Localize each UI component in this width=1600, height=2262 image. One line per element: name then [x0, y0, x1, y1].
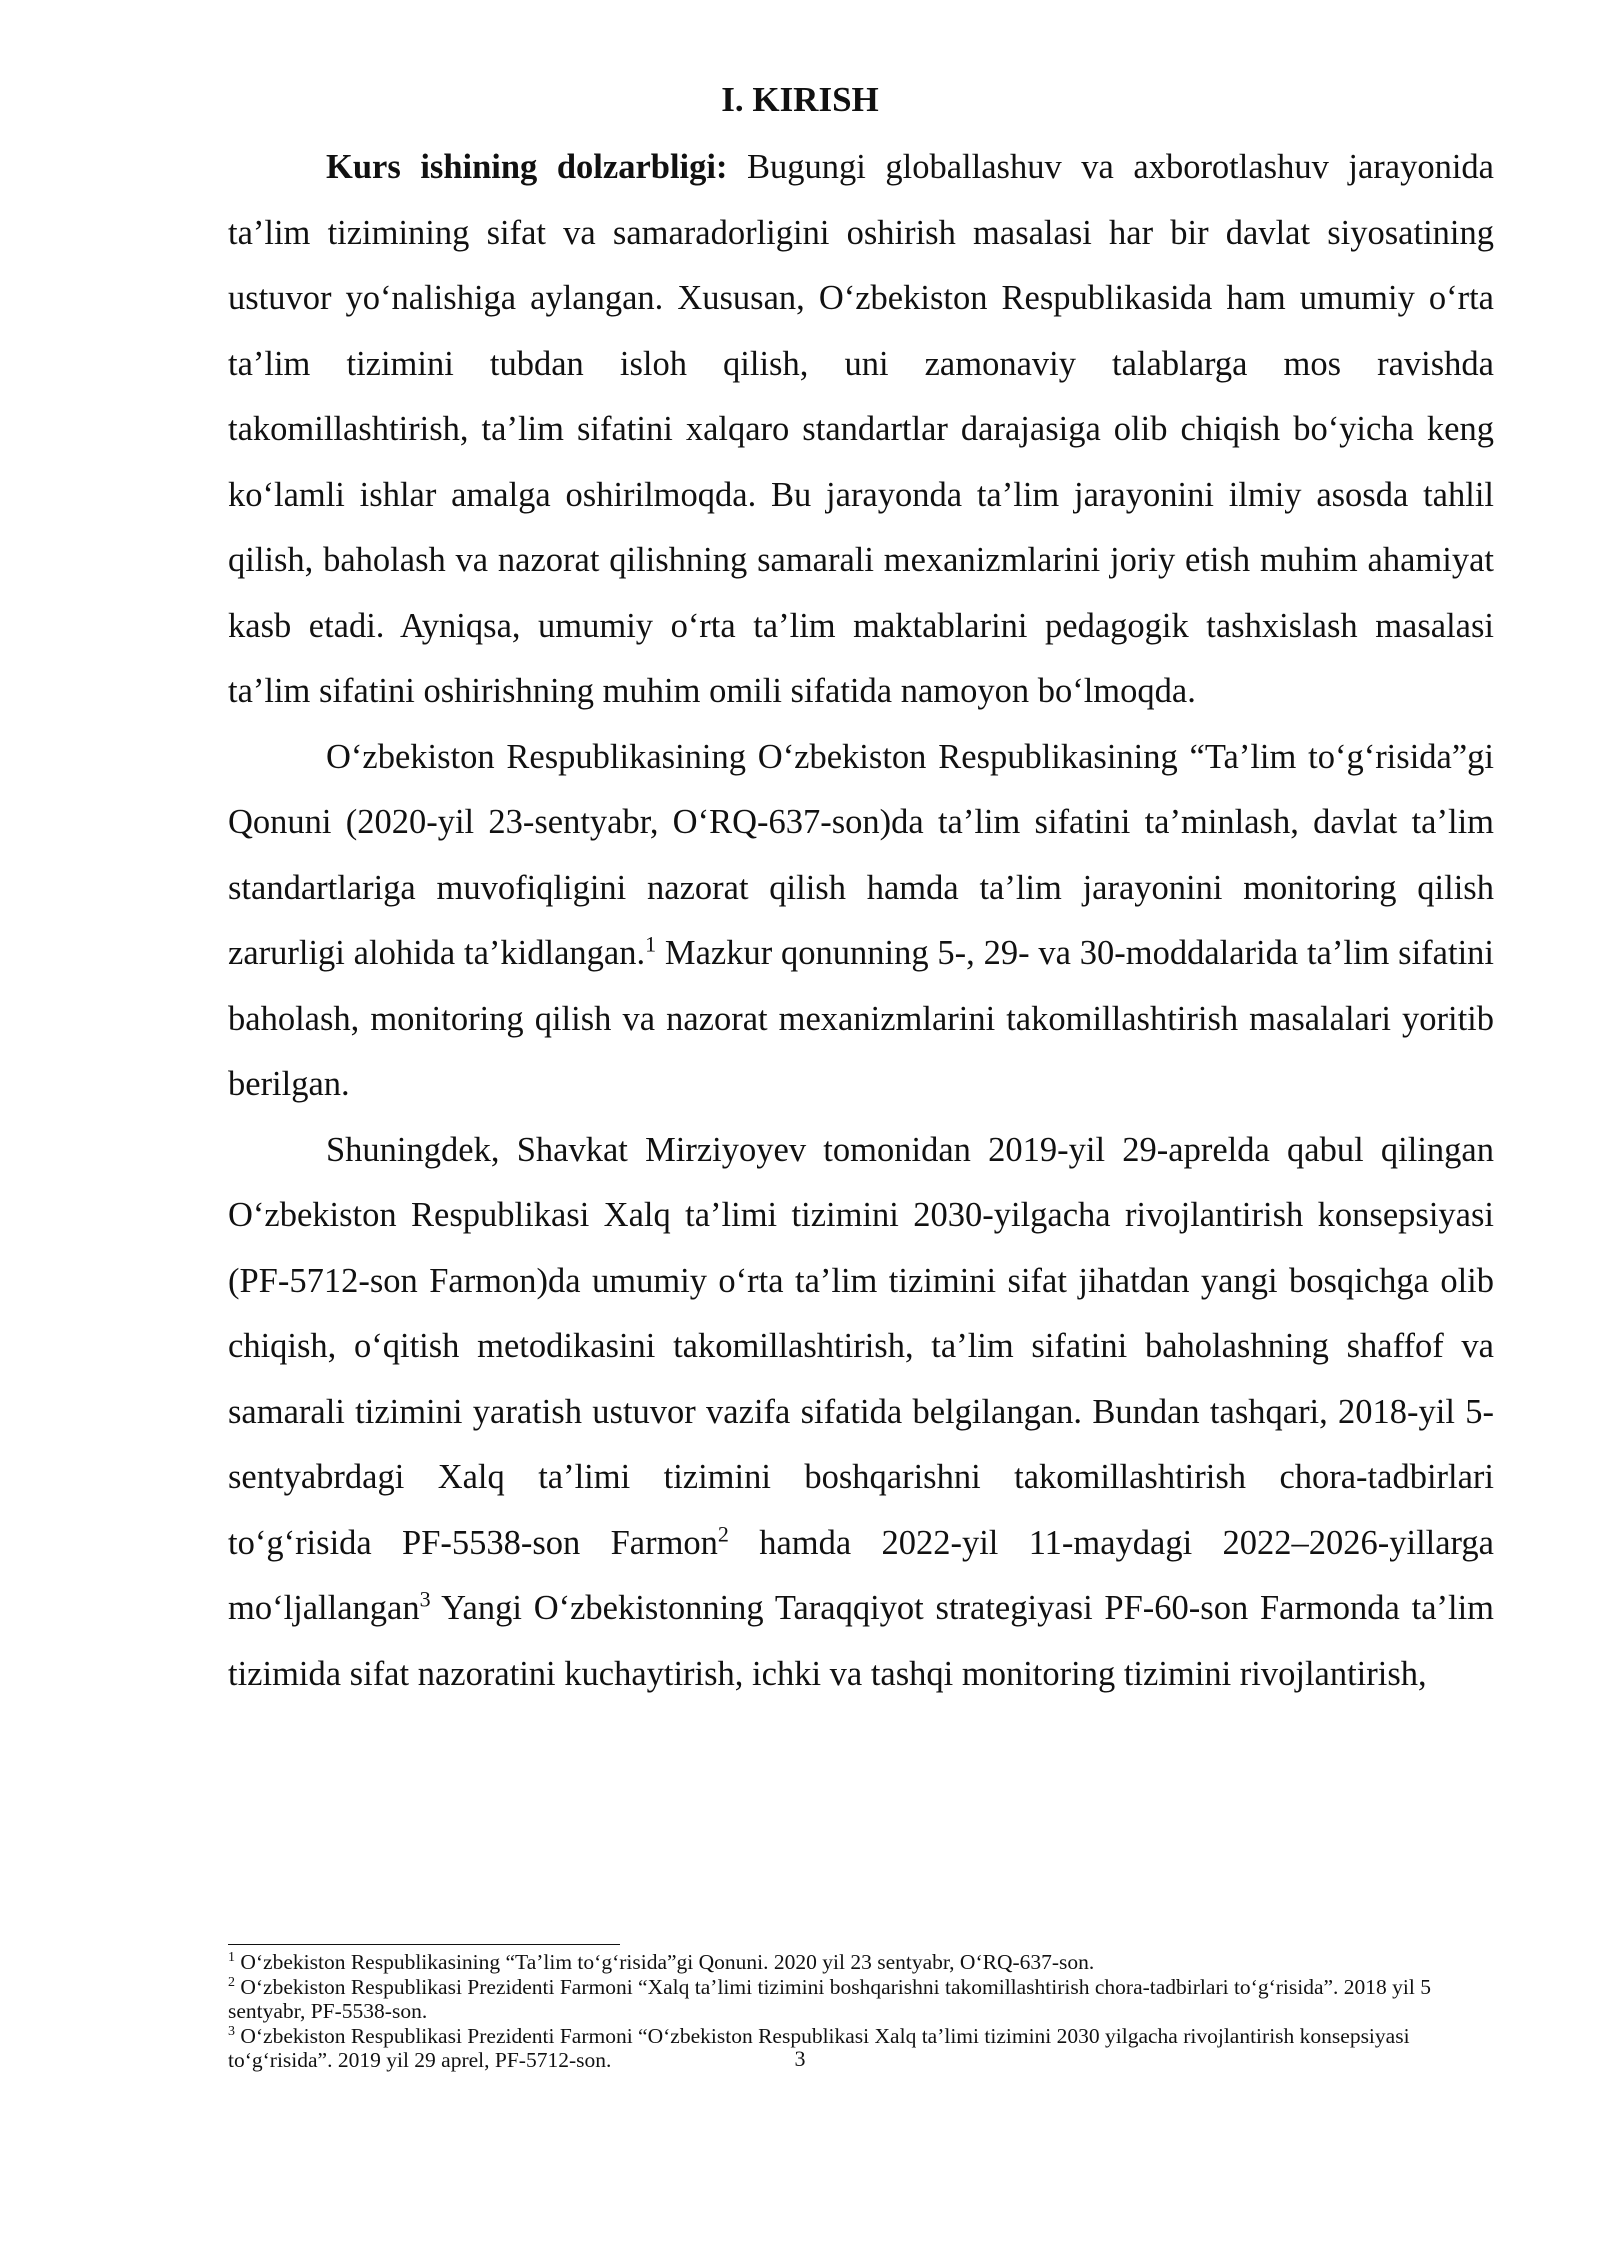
- paragraph-lead: Kurs ishining dolzarbligi:: [326, 148, 728, 186]
- section-heading: I. KIRISH: [721, 80, 879, 119]
- body-text: [228, 135, 1494, 1707]
- paragraph-text: Yangi O‘zbekistonning Taraqqiyot strategiyasi PF-60-son Farmonda ta’lim tizimida sifat nazoratini kuchaytirish, ichki va tashqi monitoring tizimini rivojlantirish,: [228, 1589, 1494, 1693]
- page-number: 3: [794, 2046, 806, 2071]
- footnote-2: [228, 1975, 1498, 2024]
- paragraph-relevance: [228, 135, 1494, 725]
- paragraph-text: Mazkur qonunning 5-, 29- va 30-moddalarida ta’lim sifatini baholash, monitoring qilish va nazorat mexanizmlarini takomillashtirish masalalari yoritib berilgan.: [228, 934, 1494, 1103]
- footnote-text: O‘zbekiston Respublikasi Prezidenti Farmoni “O‘zbekiston Respublikasi Xalq ta’limi tizimini 2030 yilgacha rivojlantirish konsepsiyasi to‘g‘risida”. 2019 yil 29 aprel, PF-5712-son.: [228, 2023, 1410, 2072]
- paragraph-law: [228, 725, 1494, 1118]
- footnote-text: O‘zbekiston Respublikasining “Ta’lim to‘g‘risida”gi Qonuni. 2020 yil 23 sentyabr, O‘RQ-637-son.: [235, 1950, 1095, 1974]
- footnote-text: O‘zbekiston Respublikasi Prezidenti Farmoni “Xalq ta’limi tizimini boshqarishni takomillashtirish chora-tadbirlari to‘g‘risida”. 2018 yil 5 sentyabr, PF-5538-son.: [228, 1974, 1432, 2023]
- paragraph-text: hamda 2022-yil 11-maydagi 2022–2026-yillarga mo‘ljallangan: [228, 1523, 1494, 1627]
- paragraph-decrees: [228, 1118, 1494, 1708]
- footnote-number: 1: [228, 1949, 235, 1965]
- paragraph-text: Bugungi globallashuv va axborotlashuv jarayonida ta’lim tizimining sifat va samaradorligini oshirish masalasi har bir davlat siyosatining ustuvor yo‘nalishiga aylangan. Xususan, O‘zbekiston Respublikasida ham umumiy o‘rta ta’lim tizimini tubdan isloh qilish, uni zamonaviy talablarga mos ravishda takomillashtirish, ta’lim sifatini xalqaro standartlar darajasiga olib chiqish bo‘yicha keng ko‘lamli ishlar amalga oshirilmoqda. Bu jarayonda ta’lim jarayonini ilmiy asosda tahlil qilish, baholash va nazorat qilishning samarali mexanizmlarini joriy etish muhim ahamiyat kasb etadi. Ayniqsa, umumiy o‘rta ta’lim maktablarini pedagogik tashxislash masalasi ta’lim sifatini oshirishning muhim omili sifatida namoyon bo‘lmoqda.: [228, 148, 1494, 710]
- footnote-separator: [228, 1944, 620, 1945]
- footnote-ref-3[interactable]: 3: [419, 1586, 431, 1612]
- footnote-ref-2[interactable]: 2: [717, 1521, 729, 1546]
- paragraph-text: O‘zbekiston Respublikasining O‘zbekiston Respublikasining “Ta’lim to‘g‘risida”gi Qonuni (2020-yil 23-sentyabr, O‘RQ-637-son)da ta’lim sifatini ta’minlash, davlat ta’lim standartlariga muvofiqligini nazorat qilish hamda ta’lim jarayonini monitoring qilish zarurligi alohida ta’kidlangan.: [228, 737, 1494, 972]
- footnote-number: 3: [228, 2023, 235, 2039]
- footnote-ref-1[interactable]: 1: [645, 931, 657, 957]
- footnote-1: [228, 1950, 1498, 1975]
- paragraph-text: Shuningdek, Shavkat Mirziyoyev tomonidan 2019-yil 29-aprelda qabul qilingan O‘zbekiston Respublikasi Xalq ta’limi tizimini 2030-yilgacha rivojlantirish konsepsiyasi (PF-5712-son Farmon)da umumiy o‘rta ta’lim tizimini sifat jihatdan yangi bosqichga olib chiqish, o‘qitish metodikasini takomillashtirish, ta’lim sifatini baholashning shaffof va samarali tizimini yaratish ustuvor vazifa sifatida belgilangan. Bundan tashqari, 2018-yil 5-sentyabrdagi Xalq ta’limi tizimini boshqarishni takomillashtirish chora-tadbirlari to‘g‘risida PF-5538-son Farmon: [228, 1130, 1494, 1562]
- footnote-number: 2: [228, 1974, 235, 1990]
